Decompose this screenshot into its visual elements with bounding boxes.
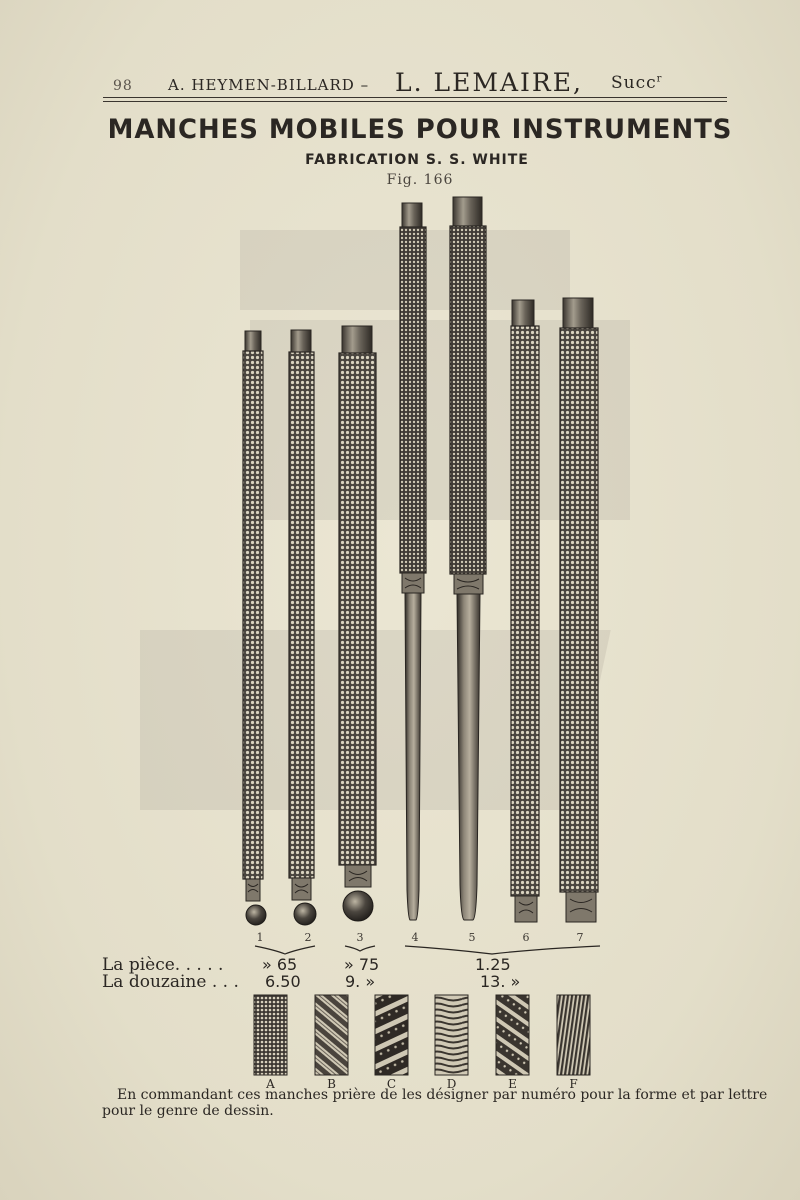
pattern-letter: D — [446, 1077, 457, 1091]
successor-abbrev: Succ$^r$ — [611, 73, 663, 93]
pattern-letter: A — [266, 1077, 275, 1091]
handle-number: 6 — [522, 931, 530, 944]
note-line-2: pour le genre de dessin. — [102, 1103, 274, 1119]
pattern-letter: B — [327, 1077, 336, 1091]
price-value: 6.50 — [265, 972, 301, 991]
pattern-swatch-b — [315, 995, 348, 1075]
page-subtitle: FABRICATION S. S. WHITE — [305, 152, 529, 168]
pattern-swatch-f — [557, 995, 590, 1075]
price-value: 1.25 — [475, 955, 511, 974]
pattern-swatch-c — [375, 995, 408, 1075]
pattern-letter: C — [386, 1077, 397, 1091]
price-value: 13. » — [480, 972, 521, 991]
pattern-swatch-e — [496, 995, 529, 1075]
price-value: 9. » — [345, 972, 376, 991]
pattern-letter: F — [569, 1077, 578, 1091]
handle-number: 5 — [468, 931, 476, 944]
price-value: » 75 — [344, 955, 380, 974]
pattern-swatch-d — [435, 995, 468, 1075]
note-line-1: En commandant ces manches prière de les désigner par numéro pour la forme et par lettre — [117, 1087, 768, 1103]
handle-number: 1 — [256, 931, 264, 944]
handle-number: 3 — [356, 931, 364, 944]
publisher-name: A. HEYMEN-BILLARD – — [168, 76, 370, 94]
pattern-letter: E — [508, 1077, 517, 1091]
page-title: MANCHES MOBILES POUR INSTRUMENTS — [107, 114, 733, 145]
handle-number: 2 — [304, 931, 312, 944]
figure-label: Fig. 166 — [386, 172, 454, 188]
pattern-swatch-a — [254, 995, 287, 1075]
piece-label: La pièce. . . . . — [102, 955, 224, 975]
page-number: 98 — [113, 78, 133, 94]
ordering-note — [102, 1087, 768, 1119]
handle-number: 4 — [411, 931, 419, 944]
successor-name: L. LEMAIRE, — [395, 68, 583, 97]
price-value: » 65 — [262, 955, 298, 974]
handle-number: 7 — [576, 931, 584, 944]
dozen-label: La douzaine . . . — [102, 972, 239, 992]
